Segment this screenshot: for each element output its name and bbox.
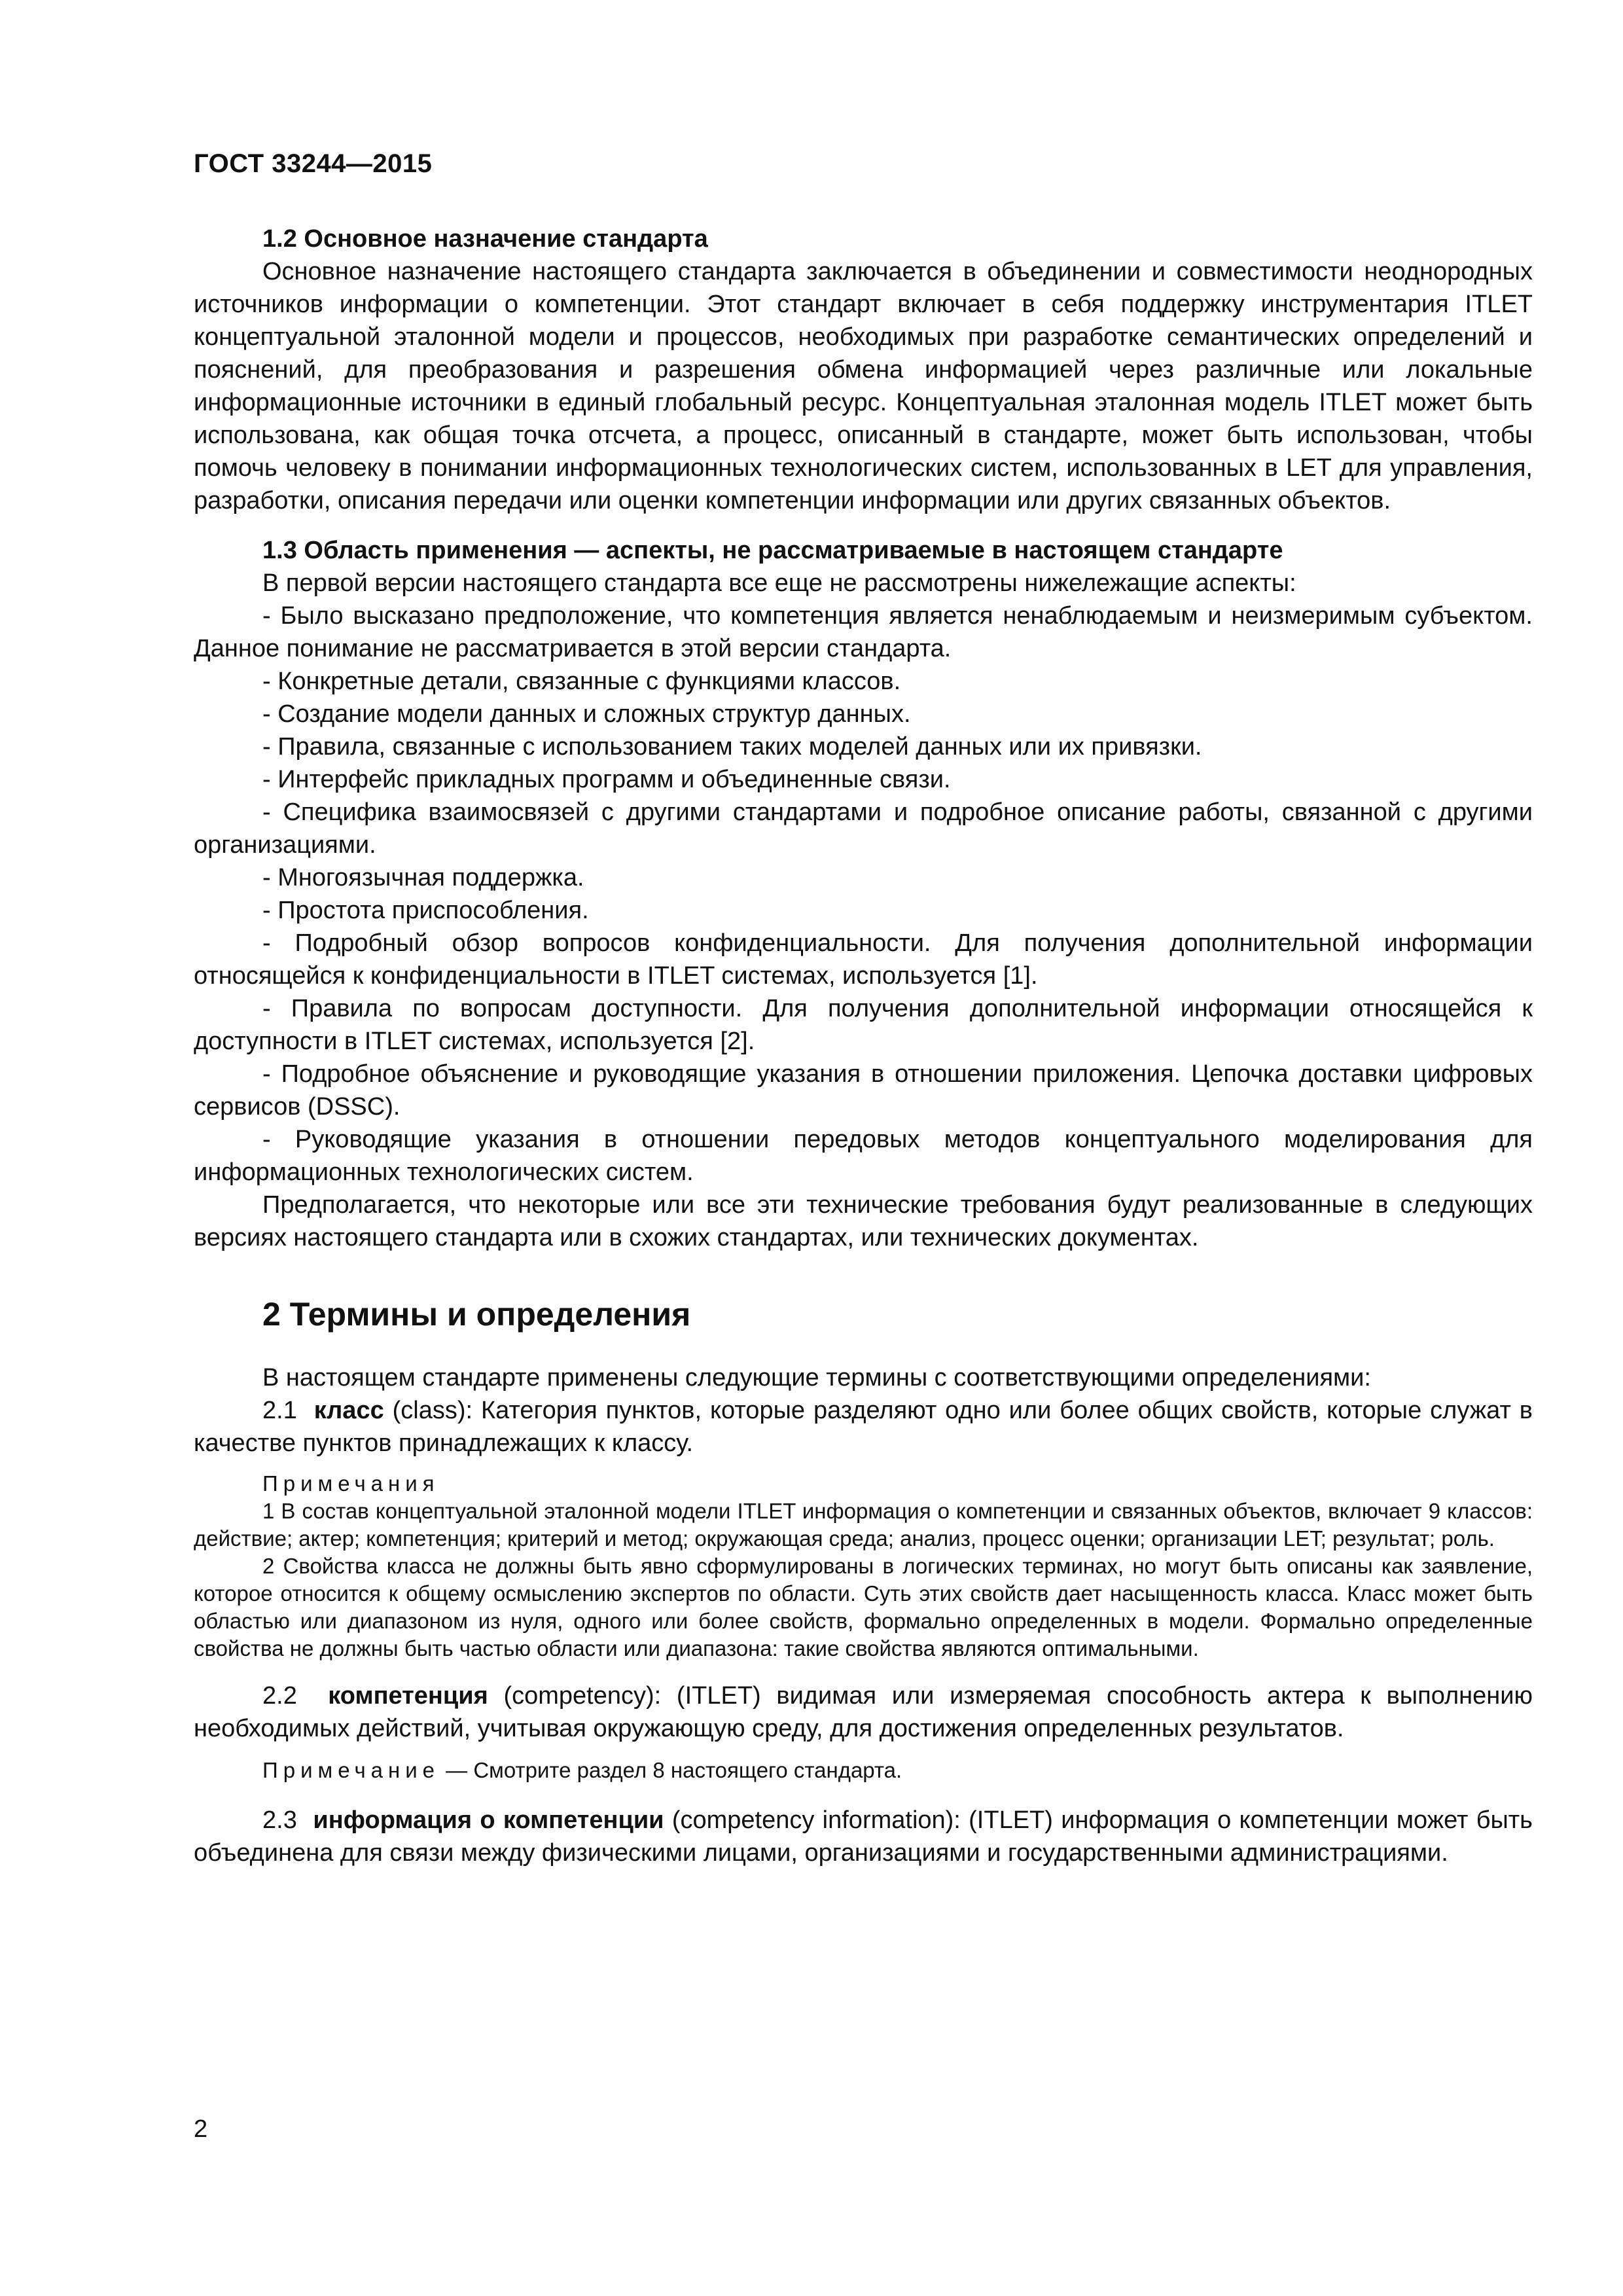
term-2-1 (194, 1394, 1533, 1460)
list-item: - Интерфейс прикладных программ и объединенные связи. (262, 766, 951, 793)
section-1-2-heading: 1.2 Основное назначение стандарта (262, 225, 708, 253)
section-1-3-heading: 1.3 Область применения — аспекты, не рассматриваемые в настоящем стандарте (262, 537, 1283, 564)
term-name: компетенция (328, 1682, 488, 1710)
term-number: 2.3 (262, 1806, 297, 1834)
list-item: - Специфика взаимосвязей с другими стандартами и подробное описание работы, связанной с другими организациями. (194, 798, 1533, 859)
document-code: ГОСТ 33244—2015 (194, 149, 433, 178)
note-item: 1 В состав концептуальной эталонной модели ITLET информация о компетенции и связанных объектов, включает 9 классов: действие; актер; компетенция; критерий и метод; окружающая среда; анализ, процесс оценки; организации LET; результат; роль. (194, 1499, 1533, 1551)
term-definition: (competency): (ITLET) видимая или измеряемая способность актера к выполнению необходимых действий, учитывая окружающую среду, для достижения определенных результатов. (194, 1682, 1533, 1742)
document-body (194, 223, 1533, 1869)
list-item: - Многоязычная поддержка. (262, 864, 584, 891)
list-item: - Подробное объяснение и руководящие указания в отношении приложения. Цепочка доставки цифровых сервисов (DSSC). (194, 1060, 1533, 1121)
list-item: - Создание модели данных и сложных структур данных. (262, 700, 911, 728)
note-text: — Смотрите раздел 8 настоящего стандарта. (440, 1758, 902, 1782)
section-1-2-paragraph: Основное назначение настоящего стандарта заключается в объединении и совместимости неоднородных источников информации о компетенции. Этот стандарт включает в себя поддержку инструментария ITLET концептуальной эталонной модели и процессов, необходимых при разработке семантических определений и пояснений, для преобразования и разрешения обмена информацией через различные или локальные информационные источники в единый глобальный ресурс. Концептуальная эталонная модель ITLET может быть использована, как общая точка отсчета, а процесс, описанный в стандарте, может быть использован, чтобы помочь человеку в понимании информационных технологических систем, использованных в LET для управления, разработки, описания передачи или оценки компетенции информации или других связанных объектов. (194, 258, 1533, 514)
notes-block (194, 1470, 1533, 1662)
note-label: Примечание (262, 1758, 440, 1782)
term-definition: (competency information): (ITLET) информация о компетенции может быть объединена для связи между физическими лицами, организациями и государственными администрациями. (194, 1806, 1533, 1867)
term-name: информация о компетенции (313, 1806, 664, 1834)
list-item: - Правила, связанные с использованием таких моделей данных или их привязки. (262, 733, 1202, 761)
term-2-3 (194, 1804, 1533, 1869)
list-item: - Подробный обзор вопросов конфиденциальности. Для получения дополнительной информации относящейся к конфиденциальности в ITLET системах, используется [1]. (194, 929, 1533, 990)
aspects-list (194, 600, 1533, 1189)
section-1-3-intro: В первой версии настоящего стандарта все еще не рассмотрены нижележащие аспекты: (262, 569, 1296, 597)
note-item: 2 Свойства класса не должны быть явно сформулированы в логических терминах, но могут быть описаны как заявление, которое относится к общему осмыслению экспертов по области. Суть этих свойств дает насыщенность класса. Класс может быть областью или диапазоном из нуля, одного или более свойств, формально определенных в модели. Формально определенные свойства не должны быть частью области или диапазона: такие свойства являются оптимальными. (194, 1554, 1533, 1660)
list-item: - Руководящие указания в отношении передовых методов концептуального моделирования для информационных технологических систем. (194, 1126, 1533, 1186)
list-item: - Простота приспособления. (262, 897, 589, 924)
note-2-2 (194, 1757, 1533, 1784)
term-definition: (class): Категория пунктов, которые разделяют одно или более общих свойств, которые служат в качестве пунктов принадлежащих к классу. (194, 1397, 1533, 1457)
page-number: 2 (194, 2115, 208, 2143)
list-item: - Было высказано предположение, что компетенция является ненаблюдаемым и неизмеримым субъектом. Данное понимание не рассматривается в этой версии стандарта. (194, 602, 1533, 662)
term-number: 2.1 (262, 1397, 297, 1424)
notes-title: Примечания (262, 1471, 440, 1496)
section-2-heading: 2 Термины и определения (262, 1296, 691, 1333)
section-1-3-closing: Предполагается, что некоторые или все эти технические требования будут реализованные в следующих версиях настоящего стандарта или в схожих стандартах, или технических документах. (194, 1191, 1533, 1251)
term-2-2 (194, 1679, 1533, 1745)
term-name: класс (313, 1397, 384, 1424)
list-item: - Конкретные детали, связанные с функциями классов. (262, 668, 901, 695)
section-2-intro: В настоящем стандарте применены следующие термины с соответствующими определениями: (262, 1364, 1371, 1391)
list-item: - Правила по вопросам доступности. Для получения дополнительной информации относящейся к доступности в ITLET системах, используется [2]. (194, 995, 1533, 1055)
term-number: 2.2 (262, 1682, 297, 1710)
